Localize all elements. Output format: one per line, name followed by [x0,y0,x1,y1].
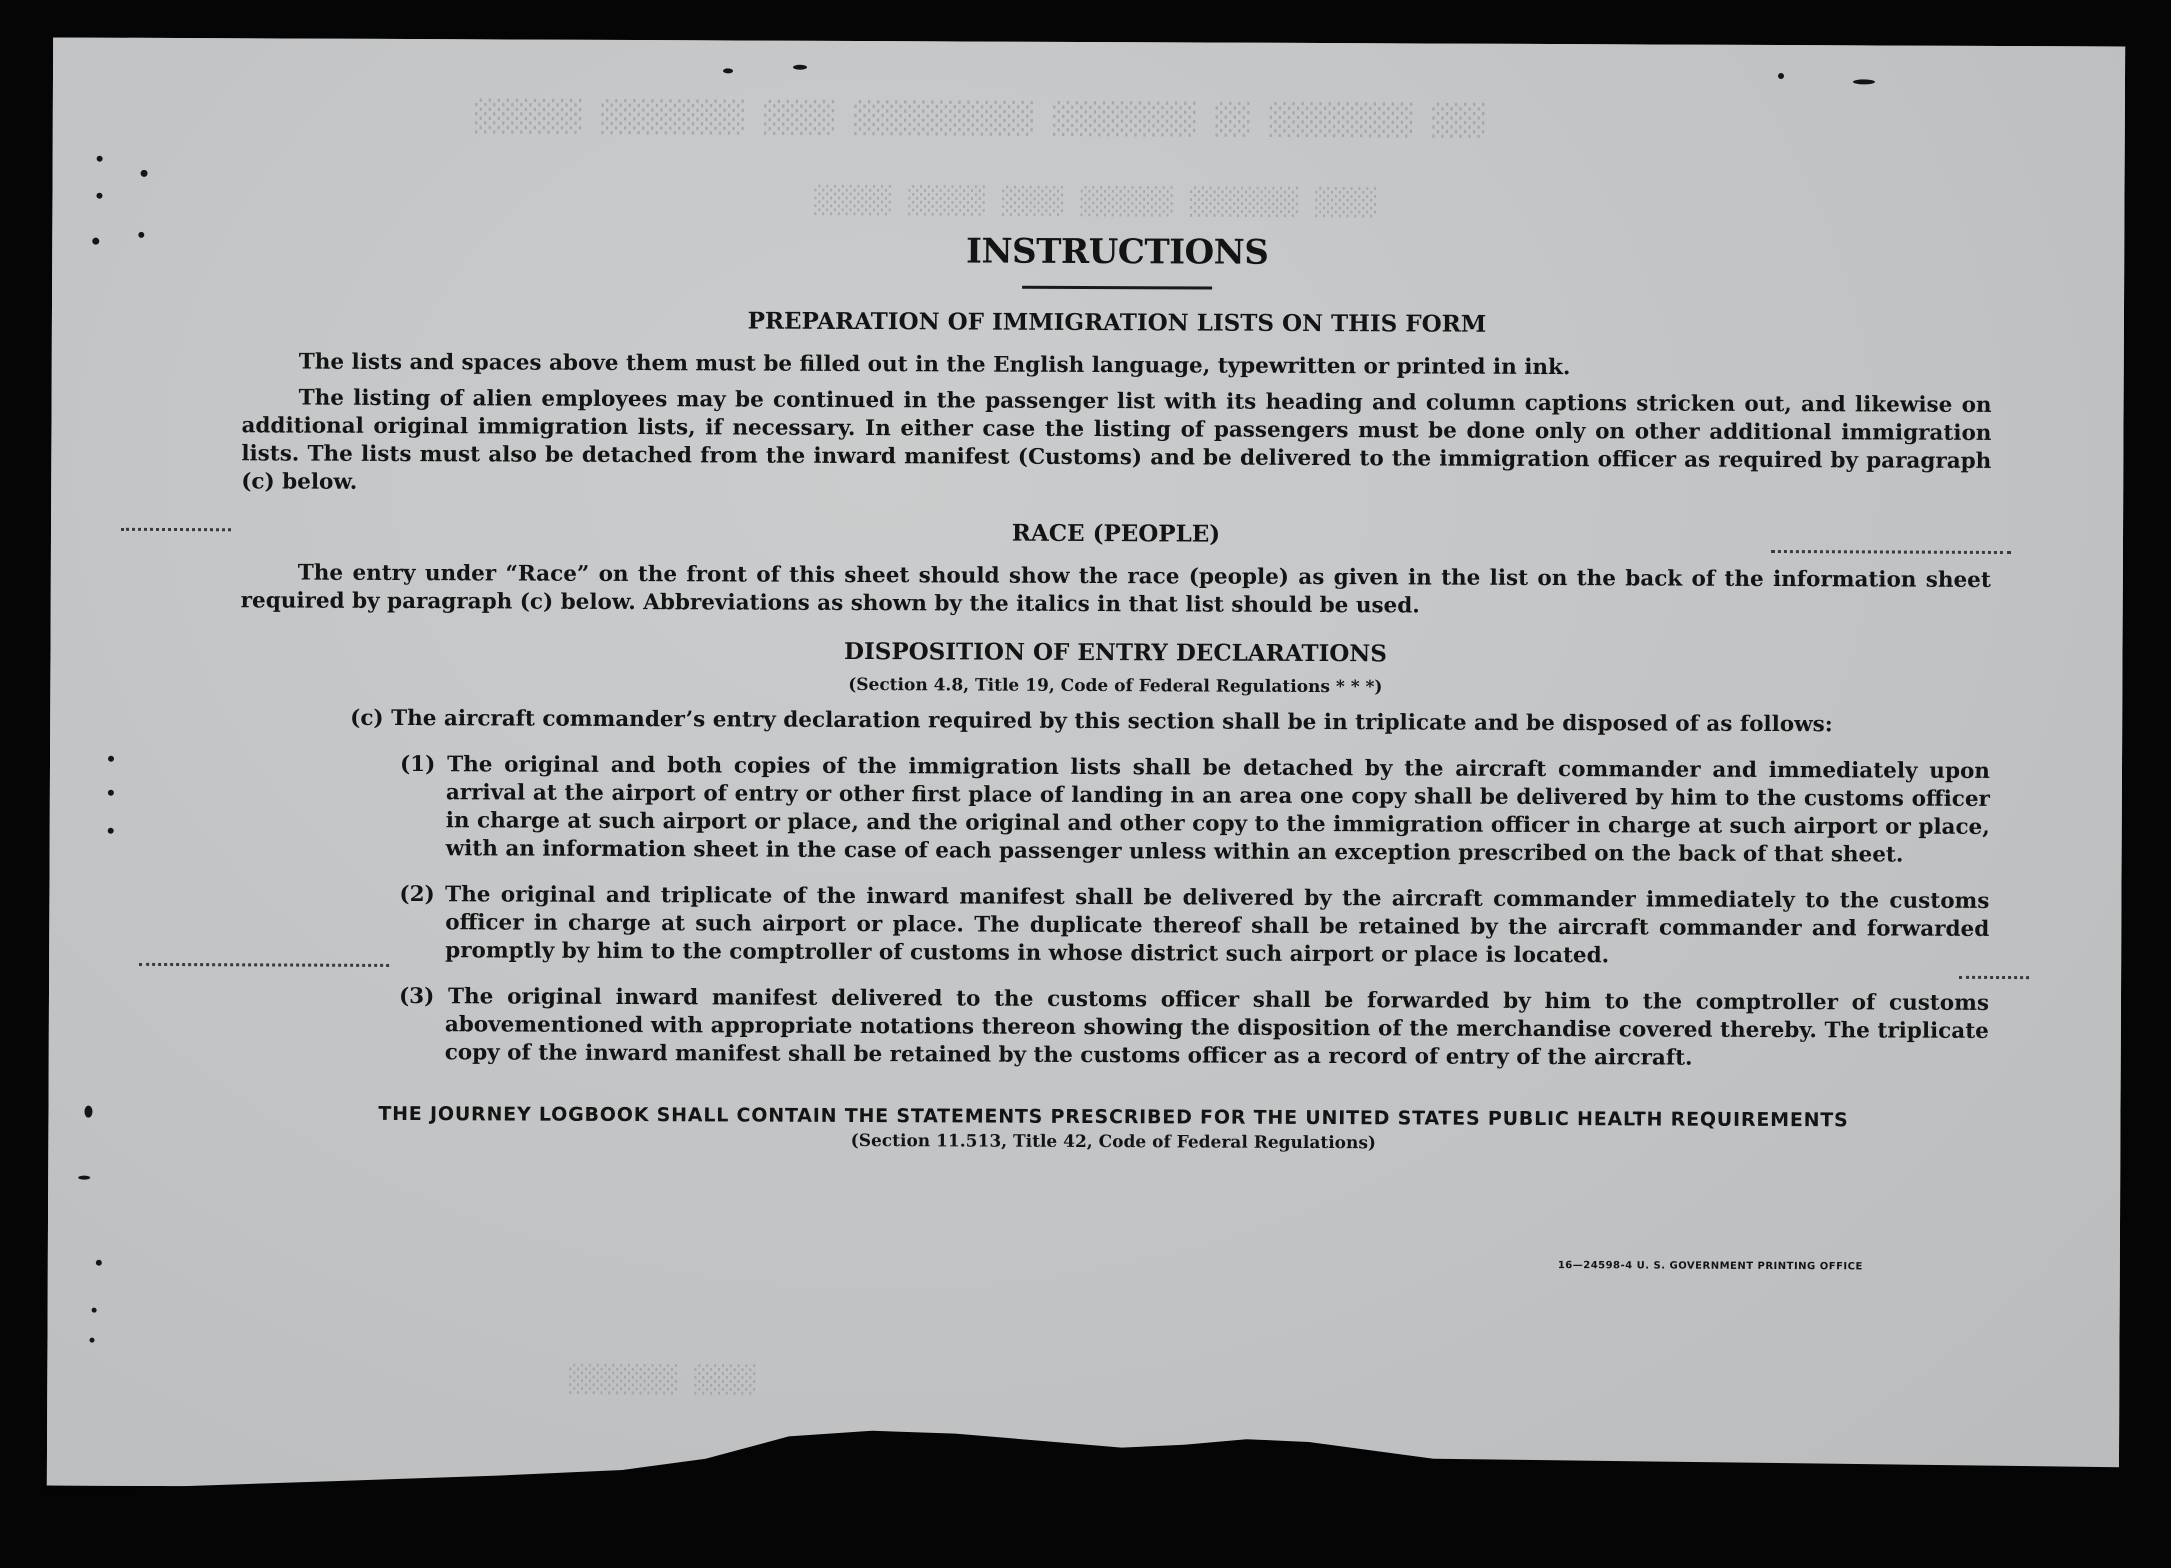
bleed-through-text: ░░░ ░░░░░░░░ ░░ ░░░░░░░░ ░░░░░░░░░░ ░░░░ ░░░░░░░░ ░░░░░░ [472,99,1485,139]
print-code: 16—24598-4 U. S. GOVERNMENT PRINTING OFFICE [1557,1260,1863,1273]
margin-speck [138,232,144,238]
race-paragraph: The entry under “Race” on the front of this sheet should show the race (people) as given in the list on the back of the information sheet required by paragraph (c) below. Abbreviations as shown by the italics in that list should be used. [240,560,1991,619]
preparation-paragraph-2: The listing of alien employees may be continued in the passenger list with its heading and column captions stricken out, and likewise on additional original immigration lists, if necessary. In either case the listing of passengers must be done only on other additional immigration lists. The lists must also be detached from the inward manifest (Customs) and be delivered to the immigration officer as required by paragraph (c) below. [241,385,1992,495]
margin-speck [793,65,807,70]
dotted-leader [1959,976,2029,979]
margin-speck [723,68,733,73]
disposition-intro: (c) The aircraft commander’s entry declaration required by this section shall be in triplicate and be disposed of as follows: [350,705,1833,738]
margin-speck [89,1338,94,1343]
disposition-item-2: (2) The original and triplicate of the inward manifest shall be delivered by the aircraft commander immediately to the customs officer in charge at such airport or place. The duplicate thereof shall be retained by the aircraft commander and forwarded promptly by him to the comptroller of customs in whose district such airport or place is located. [399,882,1990,969]
footer-citation: (Section 11.513, Title 42, Code of Federal Regulations) [850,1130,1377,1154]
margin-speck [78,1176,90,1180]
margin-speck [108,828,114,834]
margin-speck [141,170,148,177]
margin-speck [92,238,99,245]
bleed-through-text: ░░░░ ░░░░░░░ ░░░░░░ ░░░░ ░░░░░ ░░░░░ [812,185,1377,219]
disposition-heading: DISPOSITION OF ENTRY DECLARATIONS [844,637,1387,668]
margin-speck [108,756,114,762]
margin-speck [84,1106,92,1118]
disposition-item-3: (3) The original inward manifest delivered to the customs officer shall be forwarded by him to the comptroller of customs abovementioned with appropriate notations thereon showing the disposition of the merchandise covered thereby. The triplicate copy of the inward manifest shall be retained by the customs officer as a record of entry of the aircraft. [398,984,1990,1071]
bleed-through-text: ░░░░ ░░░░░░░ [567,1364,756,1396]
dotted-leader [121,528,231,531]
footer [238,1102,1988,1156]
margin-speck [96,1260,102,1266]
preparation-heading: PREPARATION OF IMMIGRATION LISTS ON THIS FORM [747,307,1487,338]
page-title: INSTRUCTIONS [966,231,1269,273]
margin-speck [92,1308,97,1313]
margin-speck [108,790,114,796]
instructions-content [238,228,1992,1156]
footer-statement: THE JOURNEY LOGBOOK SHALL CONTAIN THE STATEMENTS PRESCRIBED FOR THE UNITED STATES PUBLIC HEALTH REQUIREMENTS [378,1102,1849,1132]
margin-speck [1778,73,1784,79]
dotted-leader [139,963,389,967]
preparation-paragraph-1: The lists and spaces above them must be filled out in the English language, typewritten or printed in ink. [298,349,1571,381]
document-sheet [47,37,2125,1494]
margin-speck [1853,79,1875,84]
margin-speck [97,156,103,162]
title-underline [1022,286,1212,290]
margin-speck [96,193,102,199]
disposition-item-1: (1) The original and both copies of the immigration lists shall be detached by the aircraft commander and immediately upon arrival at the airport of entry or other first place of landing in an area one copy shall be delivered by him to the customs officer in charge at such airport or place, and the original and other copy to the immigration officer in charge at such airport or place, with an information sheet in the case of each passenger unless within an exception prescribed on the back of that sheet. [399,752,1991,868]
race-heading: RACE (PEOPLE) [1011,519,1221,548]
disposition-citation: (Section 4.8, Title 19, Code of Federal Regulations * * *) [848,674,1383,698]
